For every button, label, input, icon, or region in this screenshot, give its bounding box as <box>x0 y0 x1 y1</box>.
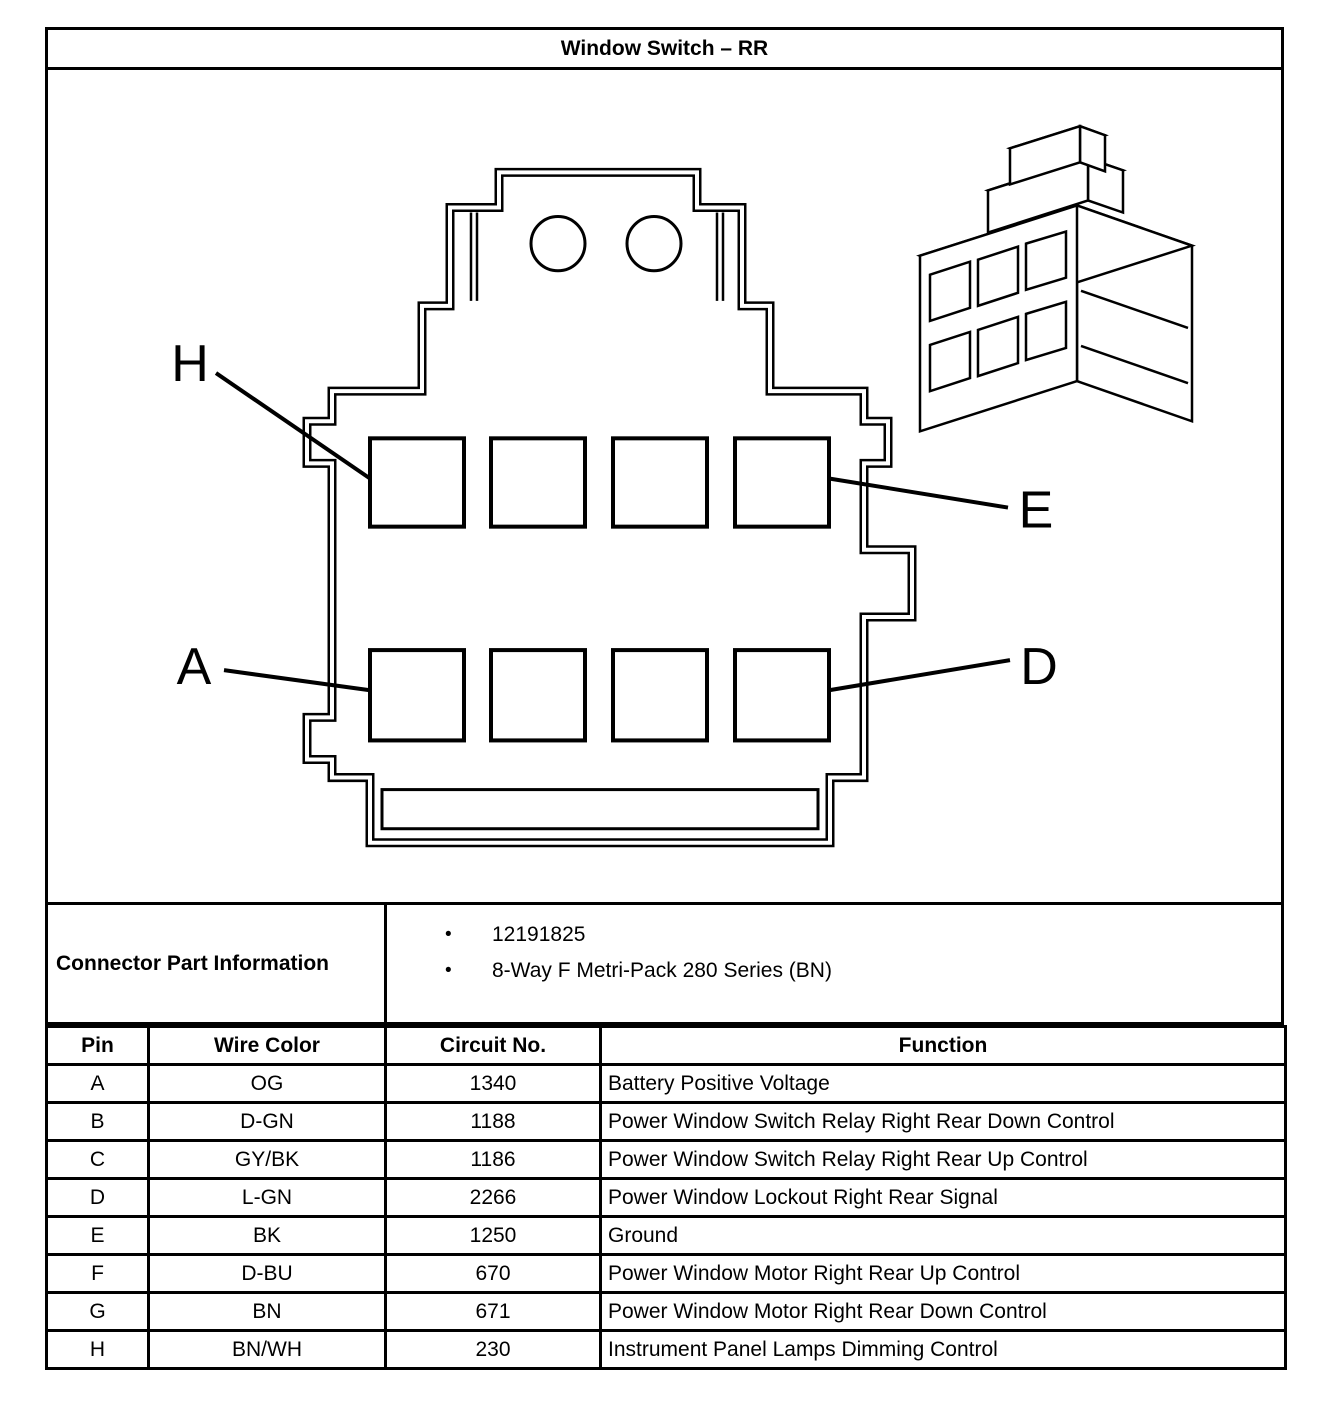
circuit-cell: 1340 <box>386 1065 601 1103</box>
function-cell: Ground <box>601 1217 1286 1255</box>
circuit-header: Circuit No. <box>386 1027 601 1065</box>
circuit-cell: 1188 <box>386 1103 601 1141</box>
table-row <box>47 1293 1286 1331</box>
wire-color-cell: L-GN <box>149 1179 386 1217</box>
pin-cell: G <box>47 1293 149 1331</box>
function-cell: Power Window Switch Relay Right Rear Up Control <box>601 1141 1286 1179</box>
leader-d <box>829 660 1010 690</box>
connector-part-info-label: Connector Part Information <box>48 905 387 1022</box>
pin-label-h: H <box>171 335 209 394</box>
wire-color-cell: BK <box>149 1217 386 1255</box>
part-number: 12191825 <box>492 923 586 946</box>
circuit-cell: 670 <box>386 1255 601 1293</box>
connector-isometric-view <box>920 126 1192 431</box>
connector-series: 8-Way F Metri-Pack 280 Series (BN) <box>492 959 832 982</box>
cavity-c <box>613 650 707 740</box>
pin-cell: C <box>47 1141 149 1179</box>
table-row <box>47 1103 1286 1141</box>
bullet-icon: • <box>445 960 452 981</box>
page-title: Window Switch – RR <box>45 27 1284 70</box>
circuit-cell: 2266 <box>386 1179 601 1217</box>
cavity-b <box>491 650 585 740</box>
wire-color-header: Wire Color <box>149 1027 386 1065</box>
cavity-d <box>735 650 829 740</box>
connector-diagram-svg <box>48 70 1281 902</box>
cavity-f <box>613 438 707 526</box>
circuit-cell: 1250 <box>386 1217 601 1255</box>
connector-front-view <box>307 172 912 842</box>
function-cell: Power Window Motor Right Rear Up Control <box>601 1255 1286 1293</box>
circuit-cell: 671 <box>386 1293 601 1331</box>
cavity-e <box>735 438 829 526</box>
connector-diagram <box>45 70 1284 905</box>
function-cell: Instrument Panel Lamps Dimming Control <box>601 1331 1286 1369</box>
connector-part-info-items <box>387 905 1281 1022</box>
pin-cell: F <box>47 1255 149 1293</box>
pinout-table <box>45 1025 1287 1370</box>
leader-a <box>224 670 370 690</box>
pin-cell: H <box>47 1331 149 1369</box>
connector-part-info-section <box>45 905 1284 1025</box>
wire-color-cell: D-GN <box>149 1103 386 1141</box>
pin-label-d: D <box>1020 638 1058 697</box>
circuit-cell: 1186 <box>386 1141 601 1179</box>
latch-hole <box>627 217 681 271</box>
cavity-g <box>491 438 585 526</box>
function-cell: Power Window Switch Relay Right Rear Down Control <box>601 1103 1286 1141</box>
wire-color-cell: GY/BK <box>149 1141 386 1179</box>
wire-color-cell: BN <box>149 1293 386 1331</box>
part-info-item <box>387 917 1281 953</box>
table-header-row <box>47 1027 1286 1065</box>
function-cell: Power Window Motor Right Rear Down Control <box>601 1293 1286 1331</box>
bottom-rail <box>382 790 818 829</box>
table-row <box>47 1065 1286 1103</box>
bullet-icon: • <box>445 924 452 945</box>
table-row <box>47 1217 1286 1255</box>
document-page <box>45 27 1284 1370</box>
cavity-a <box>370 650 464 740</box>
wire-color-cell: OG <box>149 1065 386 1103</box>
function-cell: Battery Positive Voltage <box>601 1065 1286 1103</box>
pin-label-a: A <box>176 638 212 697</box>
wire-color-cell: BN/WH <box>149 1331 386 1369</box>
table-row <box>47 1255 1286 1293</box>
pin-cell: B <box>47 1103 149 1141</box>
latch-hole <box>531 217 585 271</box>
table-row <box>47 1141 1286 1179</box>
table-row <box>47 1331 1286 1369</box>
pin-cell: A <box>47 1065 149 1103</box>
part-info-item <box>387 953 1281 989</box>
leader-e <box>829 478 1008 507</box>
circuit-cell: 230 <box>386 1331 601 1369</box>
pin-header: Pin <box>47 1027 149 1065</box>
wire-color-cell: D-BU <box>149 1255 386 1293</box>
pin-cell: E <box>47 1217 149 1255</box>
table-row <box>47 1179 1286 1217</box>
function-header: Function <box>601 1027 1286 1065</box>
cavity-h <box>370 438 464 526</box>
pin-label-e: E <box>1018 481 1054 540</box>
pin-cell: D <box>47 1179 149 1217</box>
function-cell: Power Window Lockout Right Rear Signal <box>601 1179 1286 1217</box>
